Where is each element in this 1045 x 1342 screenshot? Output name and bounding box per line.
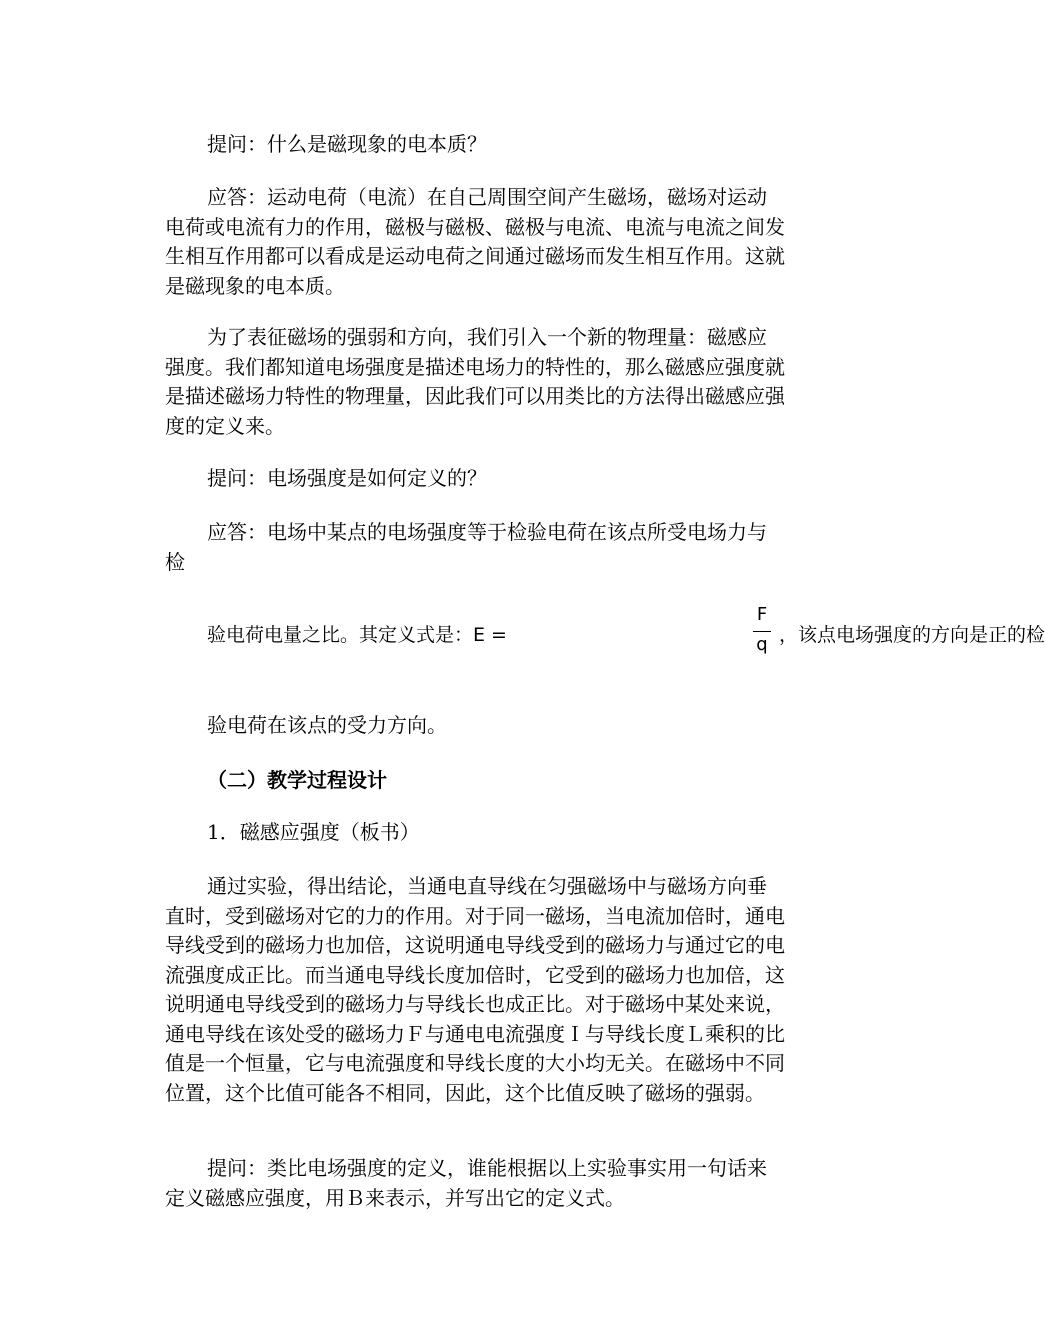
formula-text-after: ，该点电场强度的方向是正的检 — [779, 624, 1045, 646]
fraction-denominator: q — [756, 634, 768, 655]
formula-line — [207, 604, 1045, 664]
question-paragraph-1: 提问：什么是磁现象的电本质？ — [207, 132, 487, 156]
formula-text-before: 验电荷电量之比。其定义式是：E = — [207, 624, 507, 646]
fraction-f-over-q — [751, 604, 773, 664]
intro-paragraph: 为了表征磁场的强弱和方向，我们引入一个新的物理量：磁感应强度。我们都知道电场强度是描述电场力的特性的，那么磁感应强度就是描述磁场力特性的物理量，因此我们可以用类比的方法得出磁感应强度的定义来。 — [165, 325, 785, 438]
question-paragraph-2: 提问：电场强度是如何定义的？ — [207, 466, 487, 490]
answer-paragraph-2: 应答：电场中某点的电场强度等于检验电荷在该点所受电场力与检 — [165, 520, 767, 574]
fraction-numerator: F — [756, 604, 768, 625]
answer-continuation: 验电荷在该点的受力方向。 — [207, 713, 447, 737]
list-item-1: 1．磁感应强度（板书） — [207, 820, 420, 844]
answer-paragraph-1: 应答：运动电荷（电流）在自己周围空间产生磁场，磁场对运动电荷或电流有力的作用，磁极与磁极、磁极与电流、电流与电流之间发生相互作用都可以看成是运动电荷之间通过磁场而发生相互作用。这就是磁现象的电本质。 — [165, 185, 785, 298]
fraction-bar — [753, 631, 771, 632]
experiment-paragraph: 通过实验，得出结论，当通电直导线在匀强磁场中与磁场方向垂直时，受到磁场对它的力的作用。对于同一磁场，当电流加倍时，通电导线受到的磁场力也加倍，这说明通电导线受到的磁场力与通过它的电流强度成正比。而当通电导线长度加倍时，它受到的磁场力也加倍，这说明通电导线受到的磁场力与导线长也成正比。对于磁场中某处来说，通电导线在该处受的磁场力Ｆ与通电电流强度Ｉ与导线长度Ｌ乘积的比值是一个恒量，它与电流强度和导线长度的大小均无关。在磁场中不同位置，这个比值可能各不相同，因此，这个比值反映了磁场的强弱。 — [165, 874, 785, 1105]
question-paragraph-3: 提问：类比电场强度的定义，谁能根据以上实验事实用一句话来定义磁感应强度，用Ｂ来表示，并写出它的定义式。 — [165, 1156, 767, 1210]
section-heading: （二）教学过程设计 — [207, 768, 387, 792]
